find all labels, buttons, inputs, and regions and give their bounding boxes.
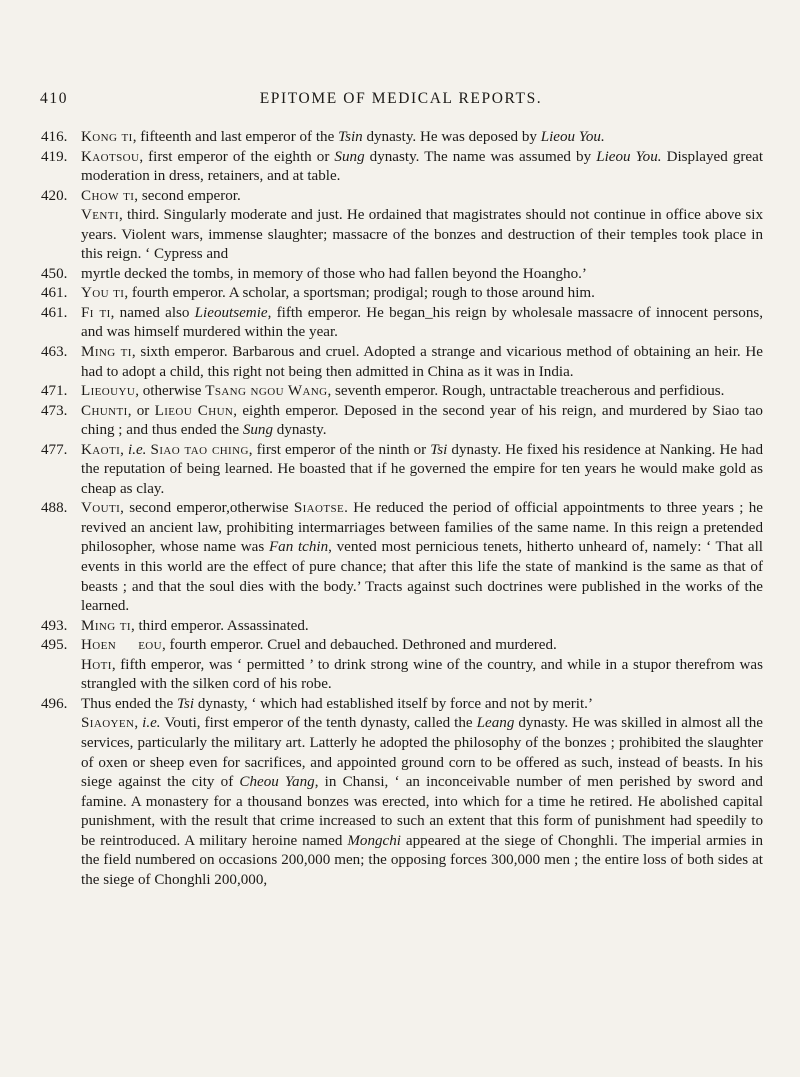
year-number: 495. (41, 637, 68, 654)
text-run: , or (127, 402, 155, 419)
entry-text (81, 636, 763, 656)
text-run: , fourth emperor. Cruel and debauched. Dethroned and murdered. (162, 637, 557, 654)
italic-term: i.e. (142, 715, 161, 732)
year-number: 416. (41, 129, 68, 145)
chronology-entry (41, 382, 763, 402)
name-smallcaps: Siao tao ching (150, 441, 249, 458)
name-smallcaps: Ming ti (81, 617, 131, 634)
name-smallcaps: Hoen ɪɪeou (81, 637, 162, 654)
entry-text (81, 441, 763, 500)
text-run: , otherwise (135, 383, 206, 400)
year-number: 477. (41, 441, 68, 458)
chronology-entry (41, 656, 763, 695)
entry-text (81, 617, 763, 637)
name-smallcaps: Kaotsou (81, 148, 140, 165)
chronology-entry (41, 499, 763, 616)
text-run: , eighth emperor. Deposed in the second year of his reign, and murdered by Siao tao ching ; and thus ended the (81, 402, 763, 439)
year-number: 461. (41, 285, 68, 302)
entry-text (81, 402, 763, 441)
text-run: , third. Singularly moderate and just. He ordained that magistrates should not continue in office above six years. Violent wars, immense slaughter; massacre of the bonzes and destruction of their temples took place in this reign. ‘ Cypress and (81, 207, 763, 263)
italic-term: Sung (242, 422, 273, 439)
entry-text (81, 128, 763, 148)
chronology-entry (41, 304, 763, 343)
name-smallcaps: Siaoyen (81, 715, 135, 732)
text-run: . He reduced the period of official appointments to three years ; he revived an ancient law, prohibiting intermarriages between families of the same name. In this reign a pretended philosopher, whose name was (81, 500, 763, 556)
italic-term: Tsin (338, 129, 363, 145)
entry-text (81, 265, 763, 285)
entry-text (81, 206, 763, 265)
text-run: , first emperor of the ninth or (248, 441, 431, 458)
entry-text (81, 695, 763, 715)
text-run: , fifth emperor, was ‘ permitted ’ to drink strong wine of the country, and while in a stupor therefrom was strangled with the silken cord of his robe. (81, 656, 763, 693)
name-smallcaps: Chunti (81, 402, 128, 419)
text-run: dynasty, ‘ which had established itself by force and not by merit.’ (194, 695, 593, 712)
text-run: dynasty. He was deposed by (362, 129, 541, 145)
entry-text (81, 284, 763, 304)
entry-text (81, 382, 763, 402)
name-smallcaps: Hoti (81, 656, 112, 673)
text-run: myrtle decked the tombs, in memory of those who had fallen beyond the Hoangho.’ (81, 265, 587, 282)
name-smallcaps: Lieou Chun (154, 402, 234, 419)
year-number: 461. (41, 304, 68, 321)
name-smallcaps: Ming ti (81, 344, 132, 361)
chronology-entries (41, 128, 763, 890)
text-run: Vouti, first emperor of the tenth dynasty, called the (160, 715, 477, 732)
page-number: 410 (40, 90, 69, 107)
text-run: , third emperor. Assassinated. (130, 617, 309, 634)
text-run: , in Chansi, ‘ an inconceivable number of men perished by sword and famine. A monastery for a thousand bonzes was erected, into which for a time he retired. He abolished capital punishment, with the result that crime increased to such an extent that this form of punishment had speedily to be reintroduced. A military heroine named (81, 774, 763, 849)
italic-term: Lieou You. (540, 129, 605, 145)
text-run: , (120, 441, 129, 458)
italic-term: Tsi (430, 441, 448, 458)
year-number: 496. (41, 695, 68, 712)
chronology-entry (41, 187, 763, 207)
italic-term: Sung (334, 148, 365, 165)
chronology-entry (41, 343, 763, 382)
entry-text (81, 656, 763, 695)
chronology-entry (41, 617, 763, 637)
entry-text (81, 714, 763, 890)
text-run: dynasty. The name was assumed by (364, 148, 597, 165)
running-title: EPITOME OF MEDICAL REPORTS. (259, 90, 543, 107)
entry-text (81, 343, 763, 382)
year-number: 419. (41, 148, 68, 165)
year-number: 420. (41, 187, 68, 204)
text-run: appeared at the siege of Chonghli. The imperial armies in the field numbered on occasions 200,000 men; the opposing forces 300,000 men ; the entire loss of both sides at the siege of Chonghli 200,000, (81, 832, 763, 888)
text-run: , fourth emperor. A scholar, a sportsman; prodigal; rough to those around him. (124, 285, 595, 302)
text-run: , sixth emperor. Barbarous and cruel. Adopted a strange and vicarious method of obtaining an heir. He had to adopt a child, this right not being then admitted in China as it was in India. (81, 344, 763, 380)
text-run: , second emperor,otherwise (120, 500, 294, 517)
text-run: Thus ended the (81, 695, 177, 712)
name-smallcaps: Venti (81, 207, 119, 224)
entry-text (81, 187, 763, 207)
name-smallcaps: Vouti (81, 500, 121, 517)
text-run: , vented most pernicious tenets, hitherto unheard of, namely: ‘ That all events in this world are the effect of pure chance; that after this life the state of mankind is the same as that of beasts ; and that the soul dies with the body.’ Tracts against such doctrines were published in the works of the learned. (81, 539, 763, 615)
text-run: dynasty. He fixed his residence at Nanking. He had the reputation of being learned. He boasted that if he governed the empire for ten years he would make gold as cheap as clay. (81, 441, 763, 497)
year-number: 463. (41, 344, 68, 361)
name-smallcaps: Kaoti (81, 441, 121, 458)
italic-term: Cheou Yang (239, 774, 315, 791)
chronology-entry (41, 636, 763, 656)
name-smallcaps: Siaotse (293, 500, 345, 517)
chronology-entry (41, 284, 763, 304)
chronology-entry (41, 714, 763, 890)
name-smallcaps: Lieouyu (81, 383, 136, 400)
chronology-entry (41, 128, 763, 148)
name-smallcaps: You ti (81, 285, 125, 302)
text-run: , (134, 715, 143, 732)
year-number: 493. (41, 617, 68, 634)
text-run: Displayed great moderation in dress, retainers, and at table. (81, 148, 764, 185)
italic-term: Mongchi (347, 832, 401, 849)
italic-term: Lieou You. (596, 148, 662, 165)
italic-term: Tsi (177, 695, 195, 712)
running-header (40, 90, 762, 110)
text-run: , seventh emperor. Rough, untractable treacherous and perfidious. (327, 383, 725, 400)
text-run: , named also (110, 304, 195, 321)
text-run: , fifth emperor. He began_his reign by wholesale massacre of innocent persons, and was himself murdered within the year. (81, 304, 764, 341)
chronology-entry (41, 148, 763, 187)
text-run: , second emperor. (134, 187, 241, 204)
italic-term: Lieoutsemie (194, 304, 268, 321)
entry-text (81, 304, 763, 343)
year-number: 488. (41, 500, 68, 517)
name-smallcaps: Tsang ngou Wang (205, 383, 328, 400)
chronology-entry (41, 441, 763, 500)
name-smallcaps: Fi ti (81, 304, 111, 321)
chronology-entry (41, 265, 763, 285)
chronology-entry (41, 402, 763, 441)
text-run: , first emperor of the eighth or (139, 148, 335, 165)
italic-term: Leang (476, 715, 515, 732)
chronology-entry (41, 695, 763, 715)
name-smallcaps: Kong ti (81, 129, 133, 145)
entry-text (81, 148, 763, 187)
text-run: dynasty. He was skilled in almost all the services, particularly the military art. Latterly he adopted the philosophy of the bonzes ; prohibited the slaughter of oxen or sheep even for sacrifices, and appointed ground corn to be offered as such, instead of beasts. In his siege against the city of (81, 715, 763, 791)
name-smallcaps: Chow ti (81, 187, 135, 204)
italic-term: i.e. (128, 441, 147, 458)
year-number: 471. (41, 383, 68, 400)
year-number: 473. (41, 402, 68, 419)
year-number: 450. (41, 265, 68, 282)
italic-term: Fan tchin (268, 539, 329, 556)
entry-text (81, 499, 763, 616)
text-run: , fifteenth and last emperor of the (132, 129, 339, 145)
chronology-entry (41, 206, 763, 265)
text-run: dynasty. (273, 422, 327, 439)
